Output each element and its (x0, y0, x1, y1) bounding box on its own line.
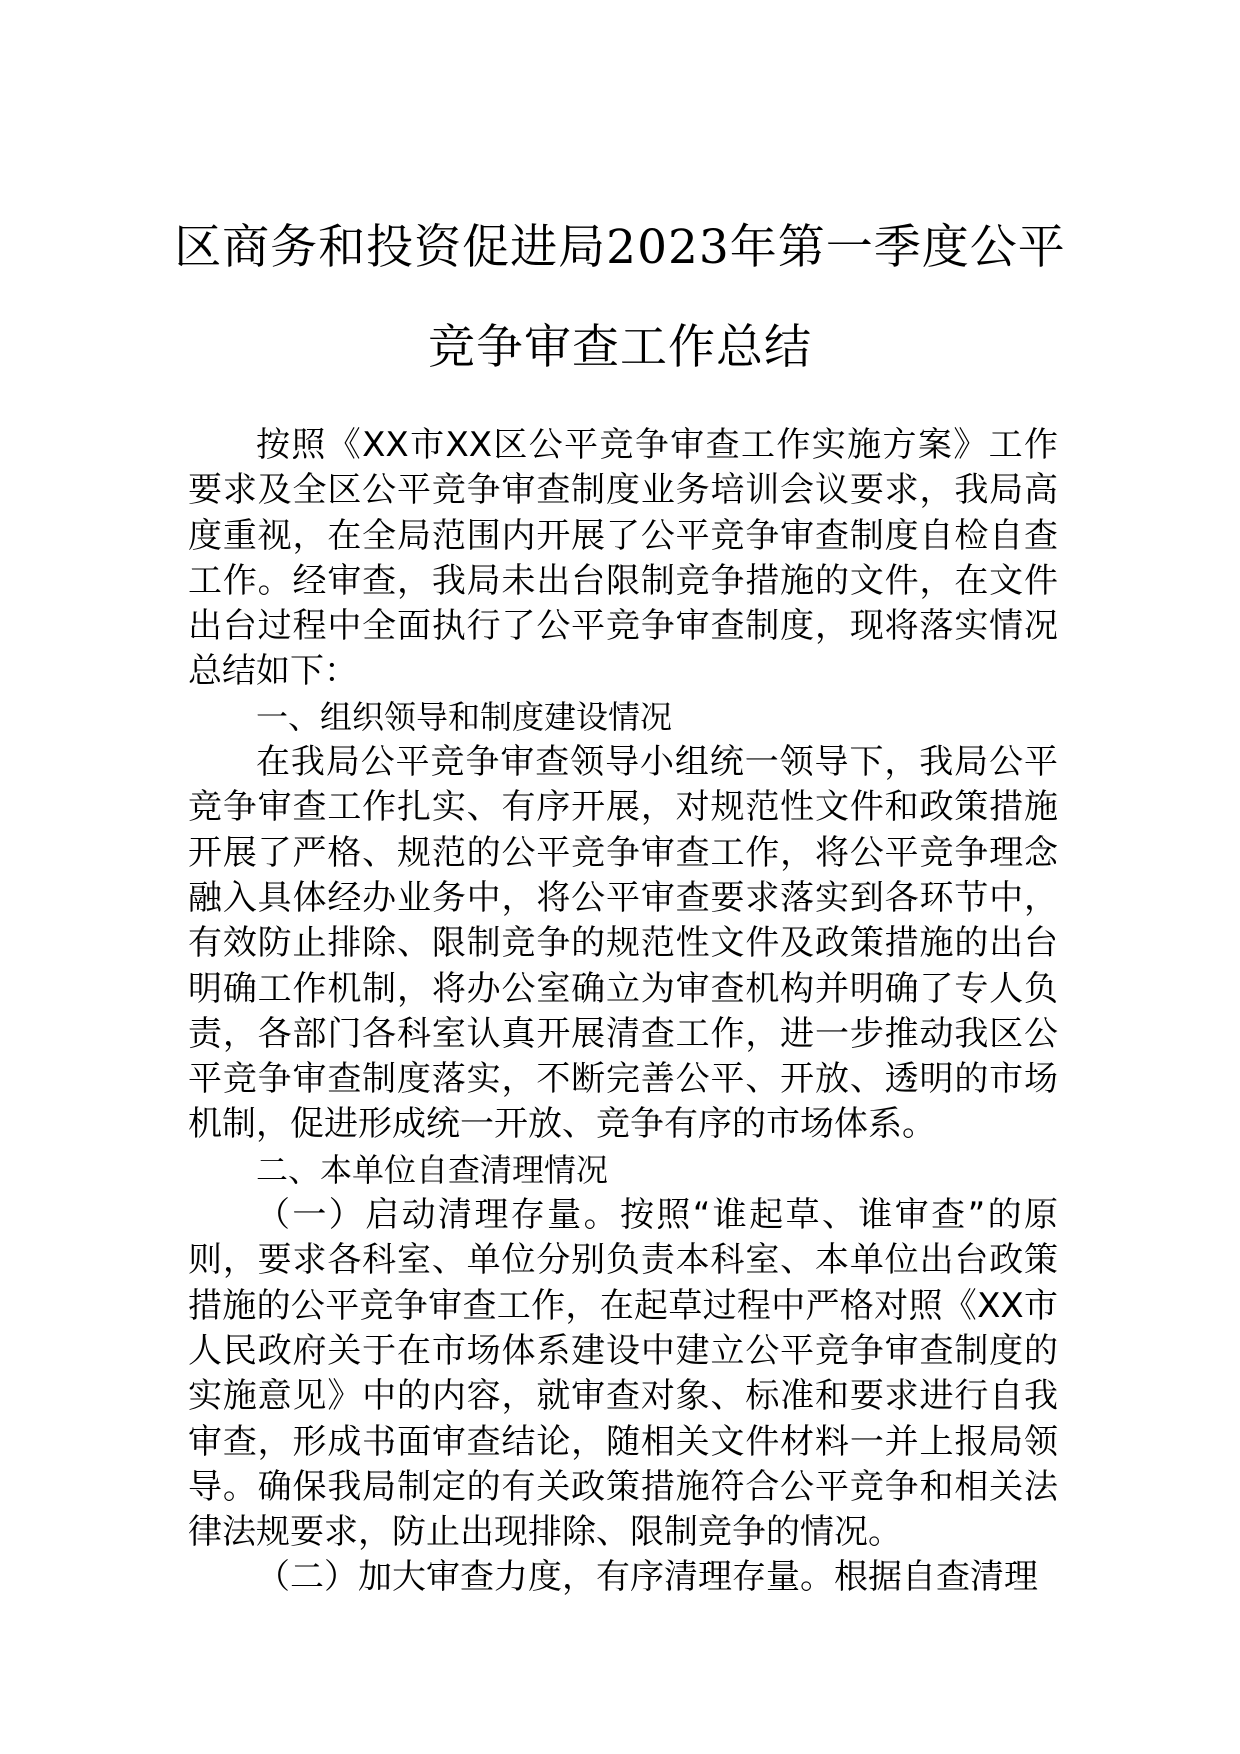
document-body (188, 423, 1058, 1601)
document-title (150, 198, 1090, 398)
section-1-paragraph: 在我局公平竞争审查领导小组统一领导下，我局公平竞争审查工作扎实、有序开展，对规范性文件和政策措施开展了严格、规范的公平竞争审查工作，将公平竞争理念融入具体经办业务中，将公平审查要求落实到各环节中，有效防止排除、限制竞争的规范性文件及政策措施的出台明确工作机制，将办公室确立为审查机构并明确了专人负责，各部门各科室认真开展清查工作，进一步推动我区公平竞争审查制度落实，不断完善公平、开放、透明的市场机制，促进形成统一开放、竞争有序的市场体系。 (188, 742, 1058, 1145)
title-line-2: 竞争审查工作总结 (428, 320, 812, 375)
section-heading-2: 二、本单位自查清理情况 (256, 1150, 609, 1189)
subsection-1-paragraph: （一）启动清理存量。按照“谁起草、谁审查”的原则，要求各科室、单位分别负责本科室、本单位出台政策措施的公平竞争审查工作，在起草过程中严格对照《XX市人民政府关于在市场体系建设中建立公平竞争审查制度的实施意见》中的内容，就审查对象、标准和要求进行自我审查，形成书面审查结论，随相关文件材料一并上报局领导。确保我局制定的有关政策措施符合公平竞争和相关法律法规要求，防止出现排除、限制竞争的情况。 (188, 1195, 1058, 1553)
intro-paragraph: 按照《XX市XX区公平竞争审查工作实施方案》工作要求及全区公平竞争审查制度业务培训会议要求，我局高度重视，在全局范围内开展了公平竞争审查制度自检自查工作。经审查，我局未出台限制竞争措施的文件，在文件出台过程中全面执行了公平竞争审查制度，现将落实情况总结如下： (188, 425, 1058, 692)
section-heading-1: 一、组织领导和制度建设情况 (256, 697, 673, 736)
subsection-2-paragraph: （二）加大审查力度，有序清理存量。根据自查清理 (256, 1557, 1038, 1598)
title-line-1: 区商务和投资促进局2023年第一季度公平 (174, 220, 1066, 275)
